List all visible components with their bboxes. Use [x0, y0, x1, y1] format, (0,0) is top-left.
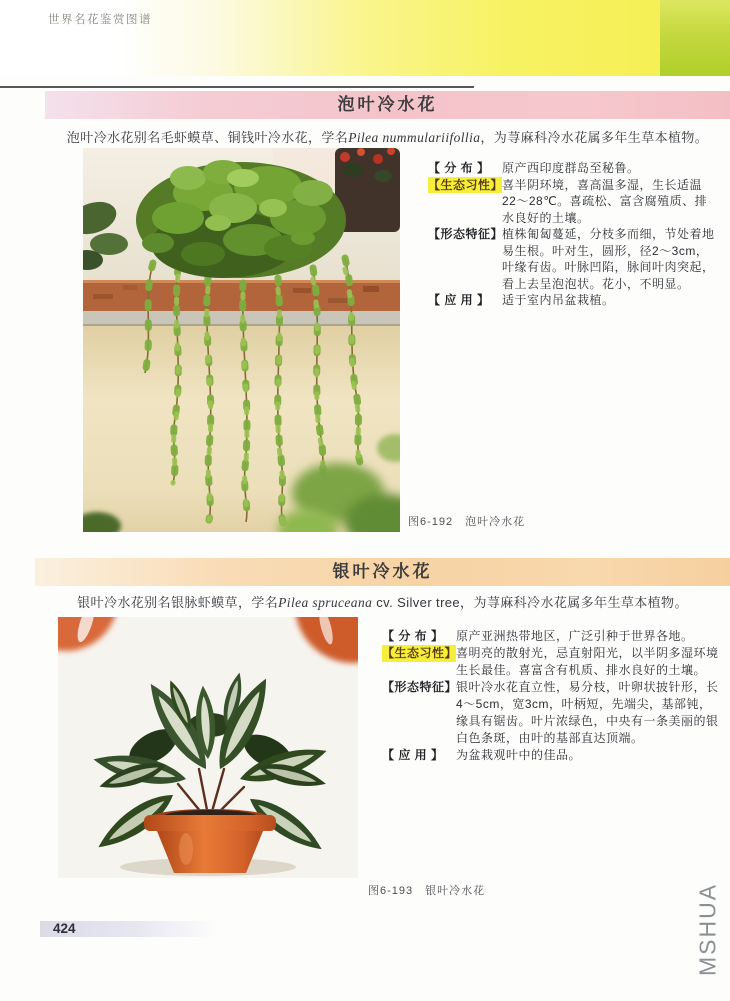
figure-photo-potted-pilea — [58, 617, 358, 878]
field-text-habit: 喜半阴环境，喜高温多湿，生长适温22～28℃。喜疏松、富含腐殖质、排水良好的土壤。 — [502, 177, 708, 225]
figure2-caption: 图6-193 银叶冷水花 — [368, 885, 486, 897]
field-text-habit: 喜明亮的散射光，忌直射阳光，以半阴多湿环境生长最佳。喜富含有机质、排水良好的土壤。 — [456, 646, 719, 677]
field-label-morphology: 【形态特征】 — [428, 227, 504, 241]
top-green-block — [660, 0, 730, 76]
field-text-morphology: 银叶冷水花直立性，易分枝，叶卵状披针形，长4～5cm，宽3cm，叶柄短，先端尖，基部钝，缘具有锯齿。叶片浓绿色，中央有一条美丽的银白色条斑，由叶的基部直达顶端。 — [456, 680, 719, 745]
section-title-yinye: 银叶冷水花 — [35, 558, 730, 586]
field-label-distribution: 【 分 布 】 — [382, 629, 444, 643]
field-text-application: 为盆栽观叶中的佳品。 — [456, 748, 582, 762]
field-text-application: 适于室内吊盆栽植。 — [502, 293, 615, 307]
section-title-paoye: 泡叶冷水花 — [45, 91, 730, 119]
intro2-suffix: cv. Silver tree，为荨麻科冷水花属多年生草本植物。 — [372, 595, 688, 610]
field-text-distribution: 原产西印度群岛至秘鲁。 — [502, 161, 640, 175]
field-label-habit: 【生态习性】 — [382, 646, 458, 660]
field-morphology — [382, 679, 722, 747]
intro2-latin-name: Pilea spruceana — [278, 595, 373, 610]
field-habit — [428, 177, 716, 227]
intro1-latin-name: Pilea nummulariifollia — [348, 130, 481, 145]
section2-description — [382, 628, 722, 764]
field-label-application: 【 应 用 】 — [382, 748, 444, 762]
field-label-distribution: 【 分 布 】 — [428, 161, 490, 175]
page-number: 424 — [40, 921, 218, 937]
section1-description — [428, 160, 716, 309]
field-application — [428, 292, 716, 309]
intro1-suffix: ，为荨麻科冷水花属多年生草本植物。 — [480, 130, 709, 145]
book-series-title: 世界名花鉴赏图谱 — [48, 14, 152, 26]
field-distribution — [428, 160, 716, 177]
field-morphology — [428, 226, 716, 292]
intro2-prefix: 银叶冷水花别名银脉虾蟆草，学名 — [77, 595, 279, 610]
field-application — [382, 747, 722, 764]
watermark-mshua: MSHUA — [694, 882, 721, 977]
figure1-caption: 图6-192 泡叶冷水花 — [408, 516, 526, 528]
field-distribution — [382, 628, 722, 645]
section2-intro — [35, 592, 730, 611]
field-habit — [382, 645, 722, 679]
field-text-morphology: 植株匍匐蔓延，分枝多而细，节处着地易生根。叶对生，圆形，径2～3cm，叶缘有齿。叶脉凹陷，脉间叶肉突起，看上去呈泡泡状。花小，不明显。 — [502, 227, 715, 291]
header-divider-rule — [0, 86, 474, 88]
field-label-habit: 【生态习性】 — [428, 177, 504, 192]
intro1-prefix: 泡叶冷水花别名毛虾蟆草、铜钱叶冷水花，学名 — [66, 130, 349, 145]
figure-photo-hanging-pilea — [83, 148, 400, 532]
field-text-distribution: 原产亚洲热带地区，广泛引种于世界各地。 — [456, 629, 694, 643]
field-label-morphology: 【形态特征】 — [382, 680, 458, 694]
section1-intro — [45, 127, 730, 146]
field-label-application: 【 应 用 】 — [428, 293, 490, 307]
